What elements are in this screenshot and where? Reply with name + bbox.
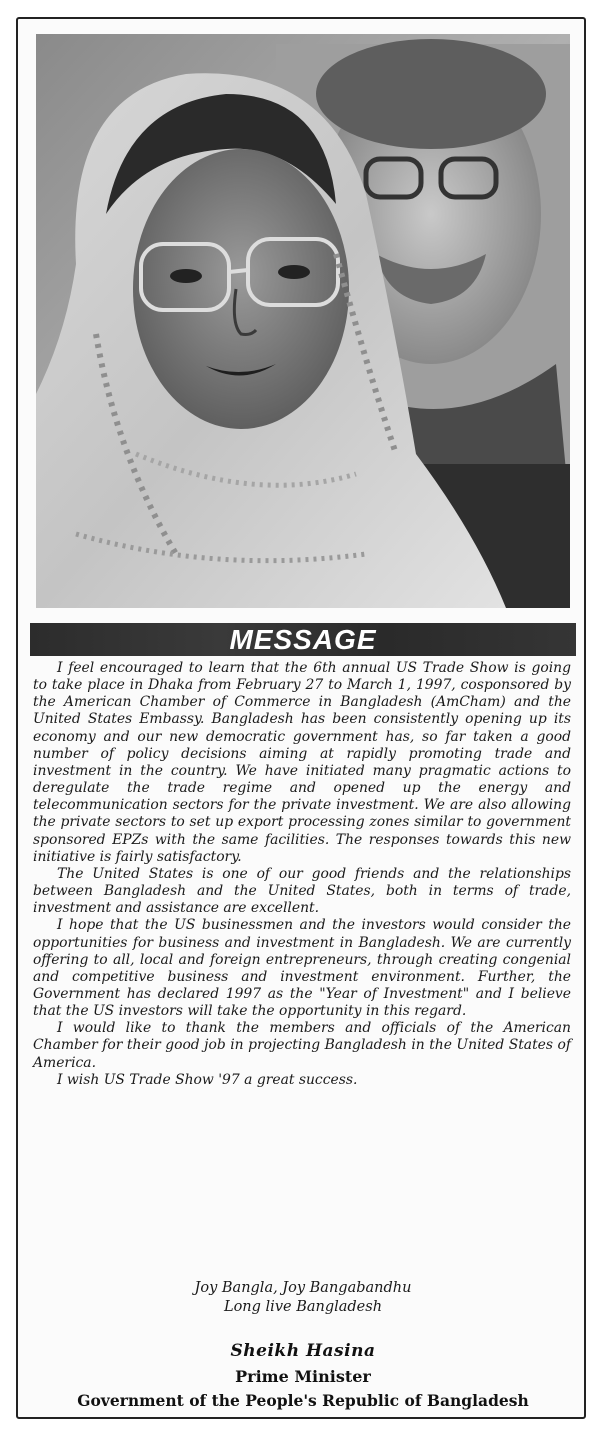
message-paragraph: I hope that the US businessmen and the investors would consider the opportunities for business and investment in Bangladesh. We are currently offering to all, local and foreign entrepreneurs, through creating congenial and competitive business and investment environment. Further, the Government has declared 1997 as the "Year of Investment" and I believe that the US investors will take the opportunity in this regard. [33, 917, 571, 1020]
message-paragraph: I would like to thank the members and officials of the American Chamber for their good job in projecting Bangladesh in the United States of America. [33, 1020, 571, 1071]
closing-slogan: Joy Bangla, Joy Bangabandhu [194, 1280, 412, 1296]
portrait-photo [36, 34, 570, 608]
message-banner [30, 623, 576, 656]
photo-illustration [36, 34, 570, 608]
signatory-title: Prime Minister [235, 1367, 371, 1386]
message-body [33, 660, 571, 1089]
message-paragraph: I wish US Trade Show '97 a great success. [57, 1071, 358, 1088]
signatory-organization: Government of the People's Republic of Bangladesh [77, 1391, 529, 1410]
message-paragraph: I feel encouraged to learn that the 6th annual US Trade Show is going to take place in Dhaka from February 27 to March 1, 1997, cosponsored by the American Chamber of Commerce in Bangladesh (AmCham) and the United States Embassy. Bangladesh has been consistently opening up its economy and our new democratic government has, so far taken a good number of policy decisions aiming at rapidly promoting trade and investment in the country. We have initiated many pragmatic actions to deregulate the trade regime and opened up the energy and telecommunication sectors for the private investment. We are also allowing the private sectors to set up export processing zones similar to government sponsored EPZs with the same facilities. The responses towards this new initiative is fairly satisfactory. [33, 660, 571, 865]
signatory-name: Sheikh Hasina [230, 1341, 376, 1361]
closing-slogan-2: Long live Bangladesh [223, 1299, 383, 1315]
banner-title: MESSAGE [229, 624, 377, 655]
message-paragraph: The United States is one of our good friends and the relationships between Bangladesh and the United States, both in terms of trade, investment and assistance are excellent. [33, 865, 571, 917]
